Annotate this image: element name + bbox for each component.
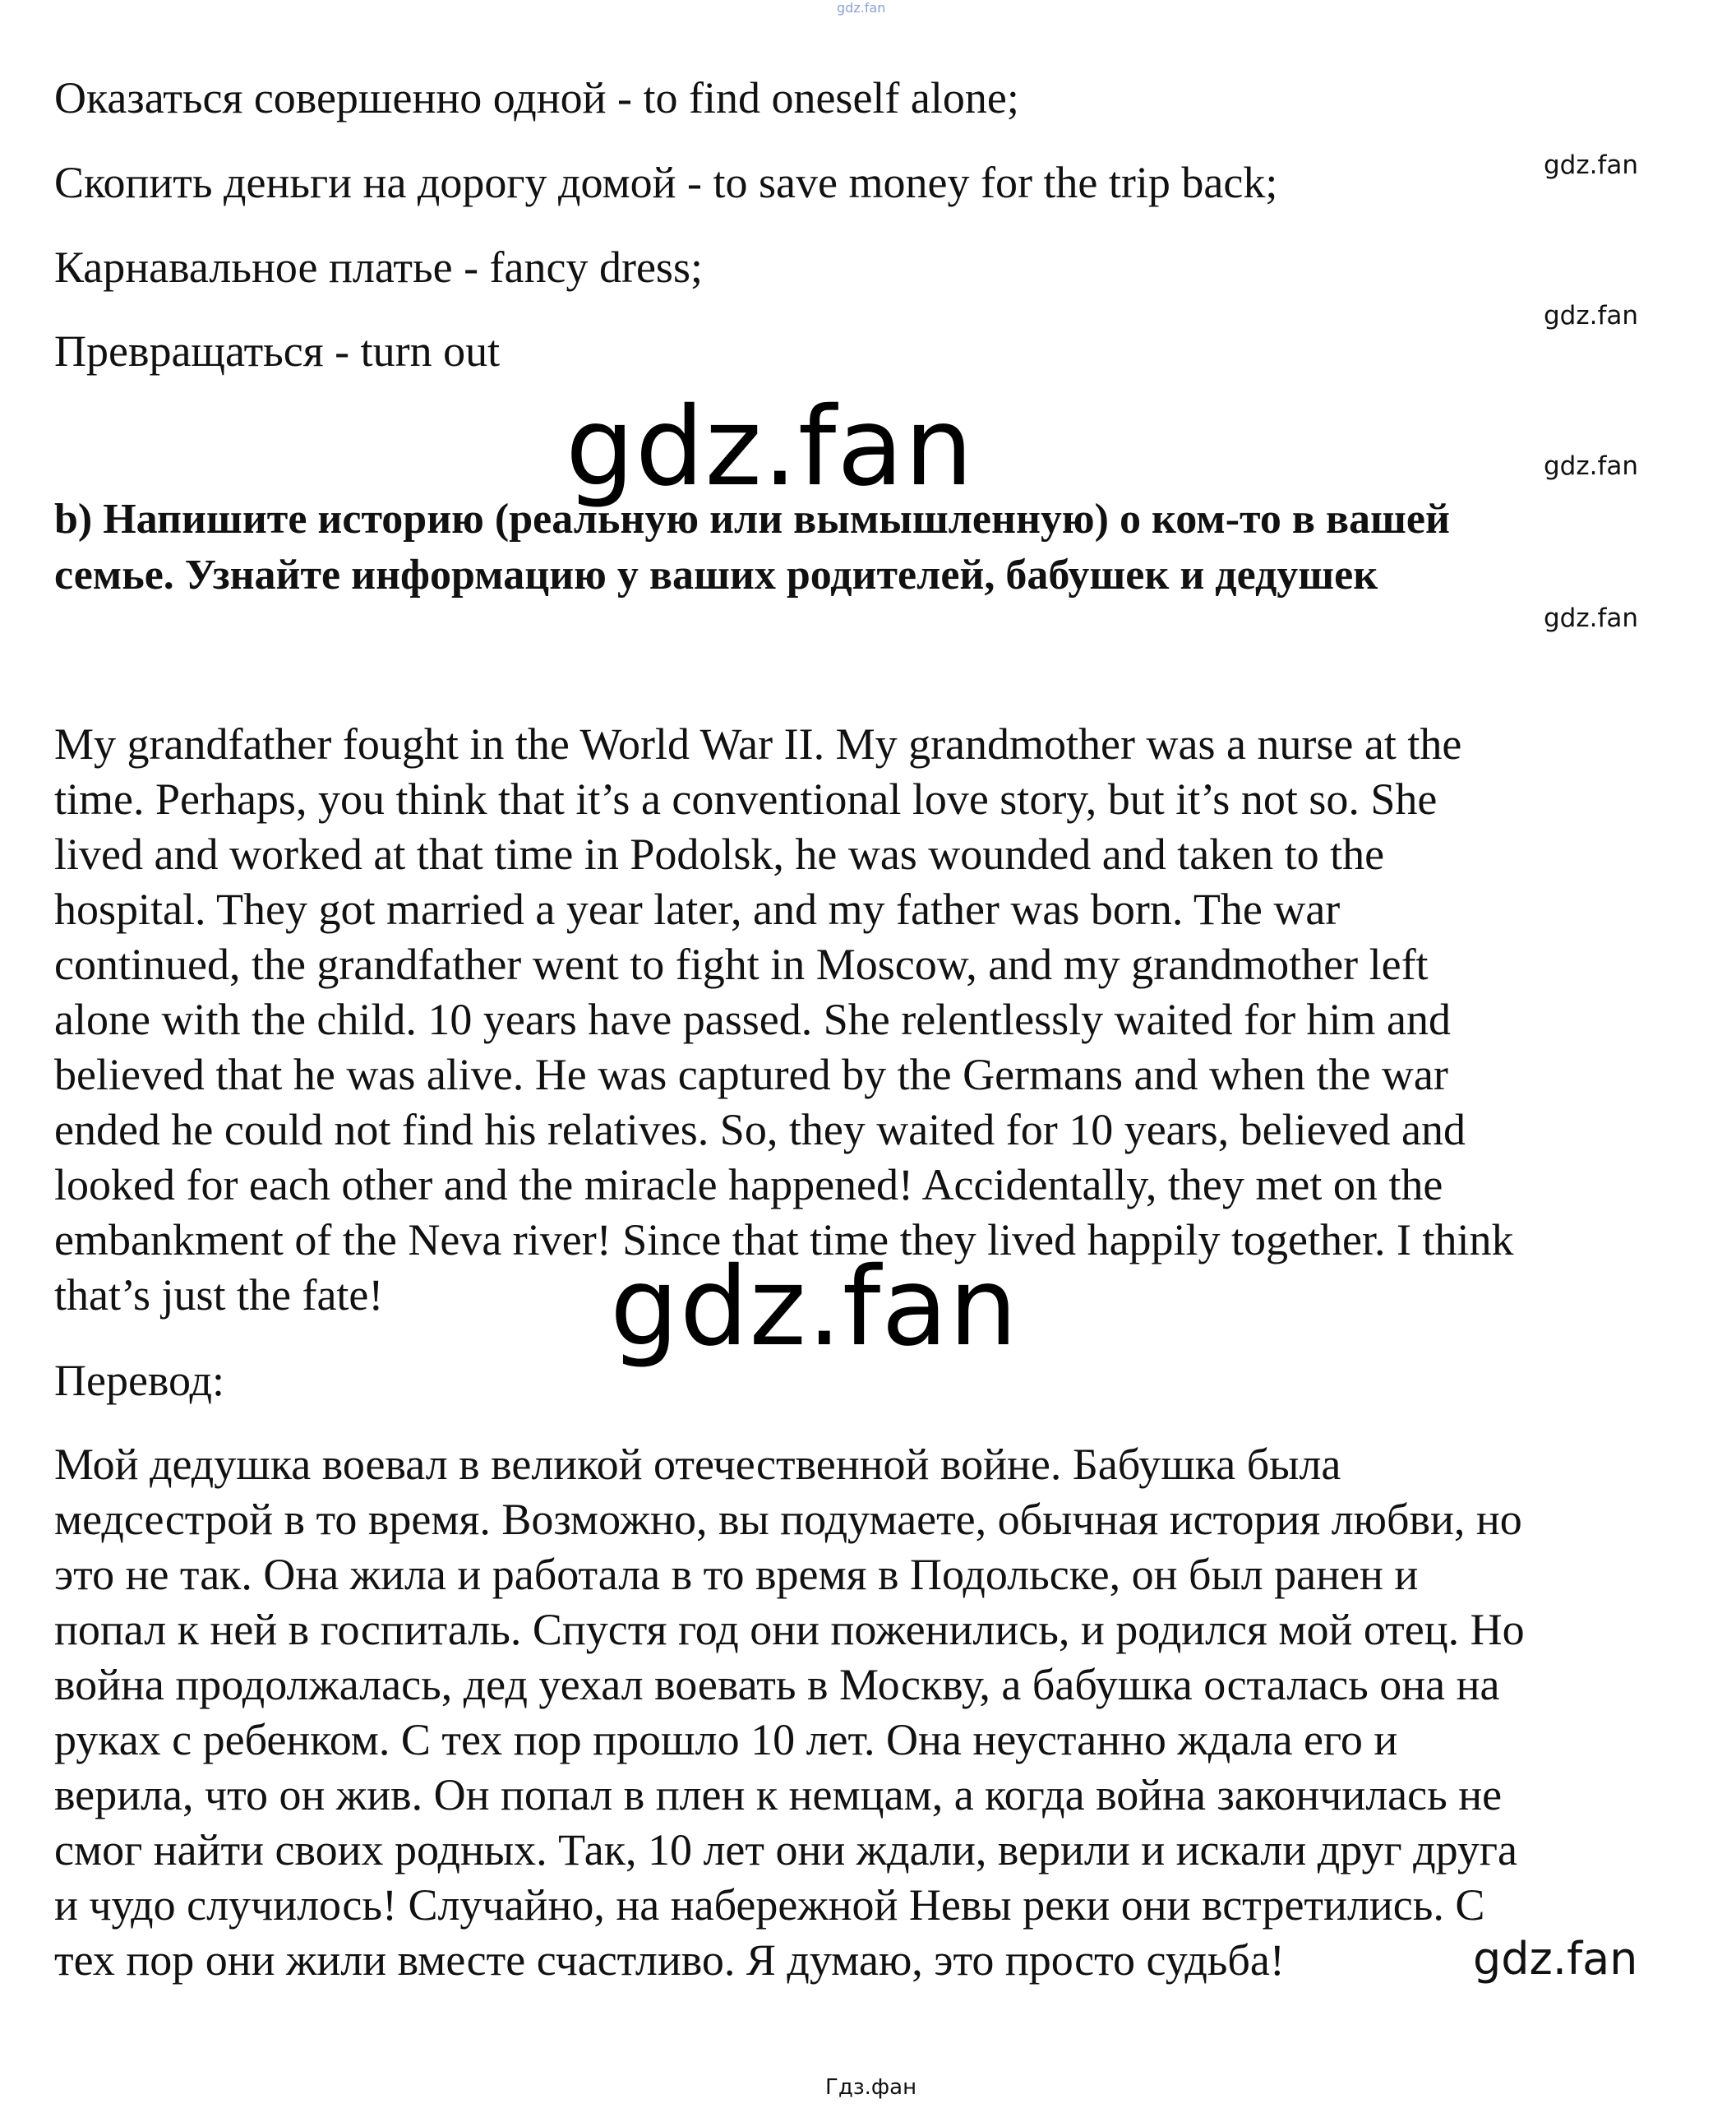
story-en-line: embankment of the Neva river! Since that time they lived happily together. I think <box>54 1215 1514 1264</box>
story-ru-line: руках с ребенком. С тех пор прошло 10 лет. Она неустанно ждала его и <box>54 1715 1398 1764</box>
vocab-line-4: Превращаться - turn out <box>54 326 501 376</box>
story-en-line: My grandfather fought in the World War II. My grandmother was a nurse at the <box>54 719 1462 769</box>
story-ru-line: тех пор они жили вместе счастливо. Я думаю, это просто судьба! <box>54 1935 1285 1985</box>
side-watermark-3: gdz.fan <box>1544 451 1639 481</box>
side-watermark-2: gdz.fan <box>1544 301 1639 331</box>
vocab-line-1: Оказаться совершенно одной - to find oneself alone; <box>54 73 1019 123</box>
story-en-line: time. Perhaps, you think that it’s a conventional love story, but it’s not so. She <box>54 774 1438 824</box>
story-en-line: ended he could not find his relatives. So, they waited for 10 years, believed and <box>54 1105 1466 1154</box>
task-heading-line-1: b) Напишите историю (реальную или вымышленную) о ком-то в вашей <box>54 496 1450 543</box>
page-footer: Гдз.фан <box>825 2075 917 2100</box>
big-watermark-1: gdz.fan <box>566 384 974 511</box>
story-en-line: alone with the child. 10 years have passed. She relentlessly waited for him and <box>54 995 1452 1044</box>
big-watermark-2: gdz.fan <box>610 1244 1018 1371</box>
bottom-right-watermark: gdz.fan <box>1473 1933 1638 1985</box>
story-english <box>54 717 1649 1323</box>
story-ru-line: Мой дедушка воевал в великой отечественной войне. Бабушка была <box>54 1440 1341 1489</box>
story-en-line: believed that he was alive. He was captured by the Germans and when the war <box>54 1050 1448 1099</box>
vocab-line-2: Скопить деньги на дорогу домой - to save money for the trip back; <box>54 158 1278 207</box>
story-en-line: hospital. They got married a year later, and my father was born. The war <box>54 885 1341 934</box>
story-ru-line: смог найти своих родных. Так, 10 лет они ждали, верили и искали друг друга <box>54 1825 1518 1875</box>
story-russian <box>54 1437 1649 1988</box>
story-ru-line: это не так. Она жила и работала в то время в Подольске, он был ранен и <box>54 1550 1419 1599</box>
story-en-line: that’s just the fate! <box>54 1270 384 1320</box>
task-heading-line-2: семье. Узнайте информацию у ваших родителей, бабушек и дедушек <box>54 552 1378 599</box>
story-ru-line: верила, что он жив. Он попал в плен к немцам, а когда война закончилась не <box>54 1770 1503 1819</box>
side-watermark-1: gdz.fan <box>1544 150 1639 180</box>
story-en-line: lived and worked at that time in Podolsk, he was wounded and taken to the <box>54 830 1385 879</box>
translation-label: Перевод: <box>54 1356 224 1405</box>
story-en-line: continued, the grandfather went to fight in Moscow, and my grandmother left <box>54 940 1429 989</box>
story-en-line: looked for each other and the miracle happened! Accidentally, they met on the <box>54 1160 1443 1209</box>
side-watermark-4: gdz.fan <box>1544 603 1639 633</box>
story-ru-line: война продолжалась, дед уехал воевать в Москву, а бабушка осталась она на <box>54 1660 1500 1709</box>
story-ru-line: попал к ней в госпиталь. Спустя год они поженились, и родился мой отец. Но <box>54 1605 1525 1654</box>
story-ru-line: медсестрой в то время. Возможно, вы подумаете, обычная история любви, но <box>54 1495 1522 1544</box>
story-ru-line: и чудо случилось! Случайно, на набережной Невы реки они встретились. С <box>54 1880 1485 1930</box>
vocab-line-3: Карнавальное платье - fancy dress; <box>54 243 703 292</box>
top-watermark: gdz.fan <box>837 0 886 16</box>
